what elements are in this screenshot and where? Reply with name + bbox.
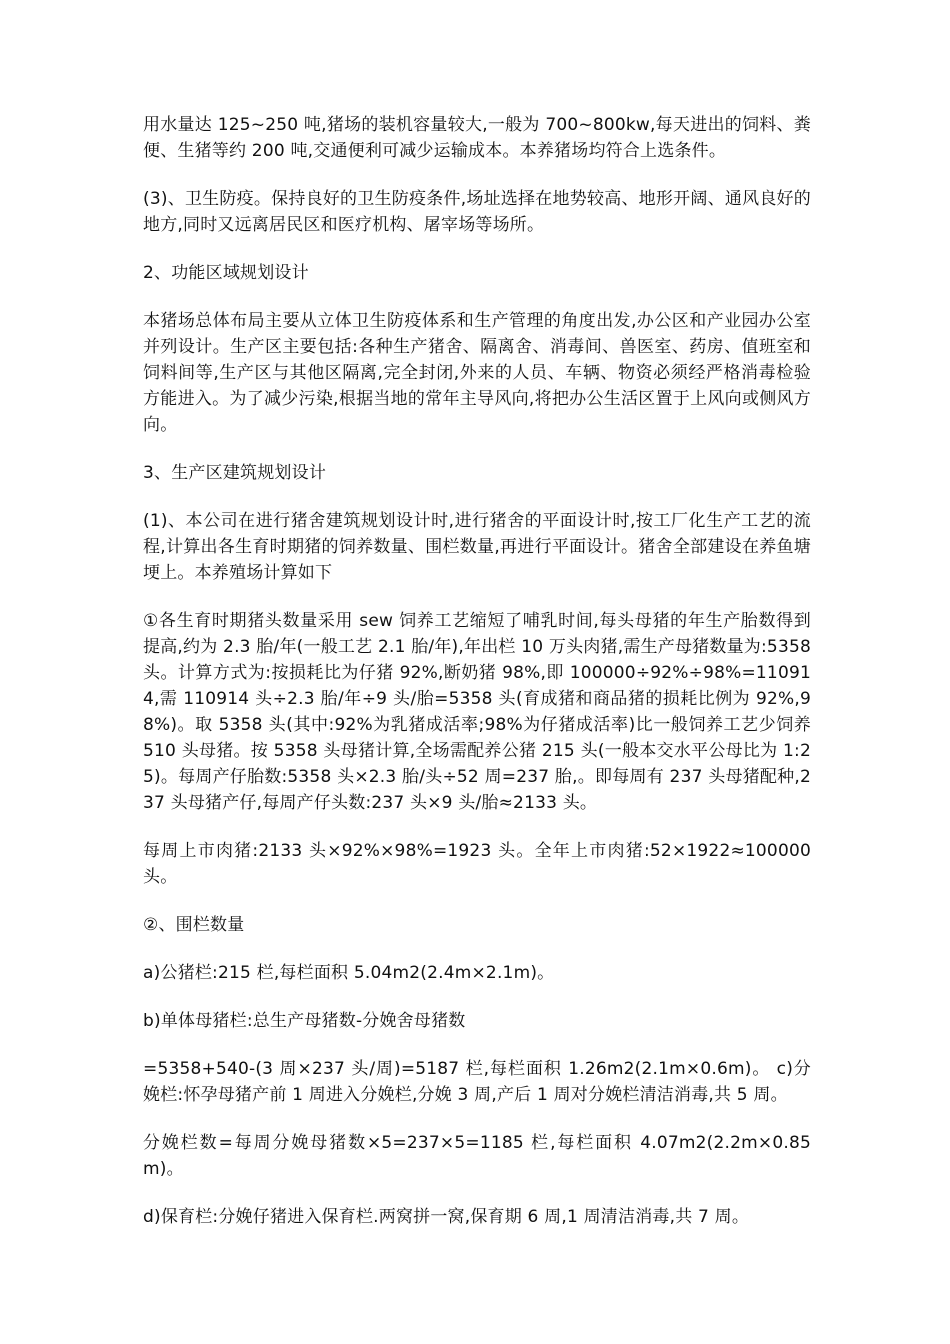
paragraph-pigsty-design: (1)、本公司在进行猪舍建筑规划设计时,进行猪舍的平面设计时,按工厂化生产工艺的流程,计算出各生育时期猪的饲养数量、围栏数量,再进行平面设计。猪舍全部建设在养鱼塘埂上。本养殖场计算如下 bbox=[143, 511, 811, 583]
paragraph-sanitation: (3)、卫生防疫。保持良好的卫生防疫条件,场址选择在地势较高、地形开阔、通风良好的地方,同时又远离居民区和医疗机构、屠宰场等场所。 bbox=[143, 189, 811, 235]
subheading-pen-count: ②、围栏数量 bbox=[143, 915, 245, 935]
section-heading-functional-zones: 2、功能区域规划设计 bbox=[143, 263, 309, 283]
document-page bbox=[143, 112, 811, 1252]
paragraph-farrowing-pens: =5358+540-(3 周×237 头/周)=5187 栏,每栏面积 1.26m2(2.1m×0.6m)。 c)分娩栏:怀孕母猪产前 1 周进入分娩栏,分娩 3 周,产后 1 周对分娩栏清洁消毒,共 5 周。 bbox=[143, 1059, 811, 1105]
paragraph-nursery-pens: d)保育栏:分娩仔猪进入保育栏.两窝拼一窝,保育期 6 周,1 周清洁消毒,共 7 周。 bbox=[143, 1207, 750, 1227]
paragraph-sow-pens: b)单体母猪栏:总生产母猪数-分娩舍母猪数 bbox=[143, 1011, 466, 1031]
paragraph-boar-pens: a)公猪栏:215 栏,每栏面积 5.04m2(2.4m×2.1m)。 bbox=[143, 963, 555, 983]
paragraph-site-utilities: 用水量达 125~250 吨,猪场的装机容量较大,一般为 700~800kw,每天进出的饲料、粪便、生猪等约 200 吨,交通便利可减少运输成本。本养猪场均符合上选条件。 bbox=[143, 115, 811, 161]
paragraph-layout: 本猪场总体布局主要从立体卫生防疫体系和生产管理的角度出发,办公区和产业园办公室并列设计。生产区主要包括:各种生产猪舍、隔离舍、消毒间、兽医室、药房、值班室和饲料间等,生产区与其他区隔离,完全封闭,外来的人员、车辆、物资必须经严格消毒检验方能进入。为了减少污染,根据当地的常年主导风向,将把办公生活区置于上风向或侧风方向。 bbox=[143, 311, 811, 435]
paragraph-farrowing-count: 分娩栏数=每周分娩母猪数×5=237×5=1185 栏,每栏面积 4.07m2(2.2m×0.85m)。 bbox=[143, 1133, 811, 1179]
paragraph-herd-calculation: ①各生育时期猪头数量采用 sew 饲养工艺缩短了哺乳时间,每头母猪的年生产胎数得到提高,约为 2.3 胎/年(一般工艺 2.1 胎/年),年出栏 10 万头肉猪,需生产母猪数量为:5358 头。计算方式为:按损耗比为仔猪 92%,断奶猪 98%,即 100000÷92%÷98%=110914,需 110914 头÷2.3 胎/年÷9 头/胎=5358 头(育成猪和商品猪的损耗比例为 92%,98%)。取 5358 头(其中:92%为乳猪成活率;98%为仔猪成活率)比一般饲养工艺少饲养 510 头母猪。按 5358 头母猪计算,全场需配养公猪 215 头(一般本交水平公母比为 1:25)。每周产仔胎数:5358 头×2.3 胎/头÷52 周=237 胎,。即每周有 237 头母猪配种,237 头母猪产仔,每周产仔头数:237 头×9 头/胎≈2133 头。 bbox=[143, 611, 811, 813]
section-heading-production-buildings: 3、生产区建筑规划设计 bbox=[143, 463, 327, 483]
paragraph-market-pigs: 每周上市肉猪:2133 头×92%×98%=1923 头。全年上市肉猪:52×1922≈100000 头。 bbox=[143, 841, 811, 887]
